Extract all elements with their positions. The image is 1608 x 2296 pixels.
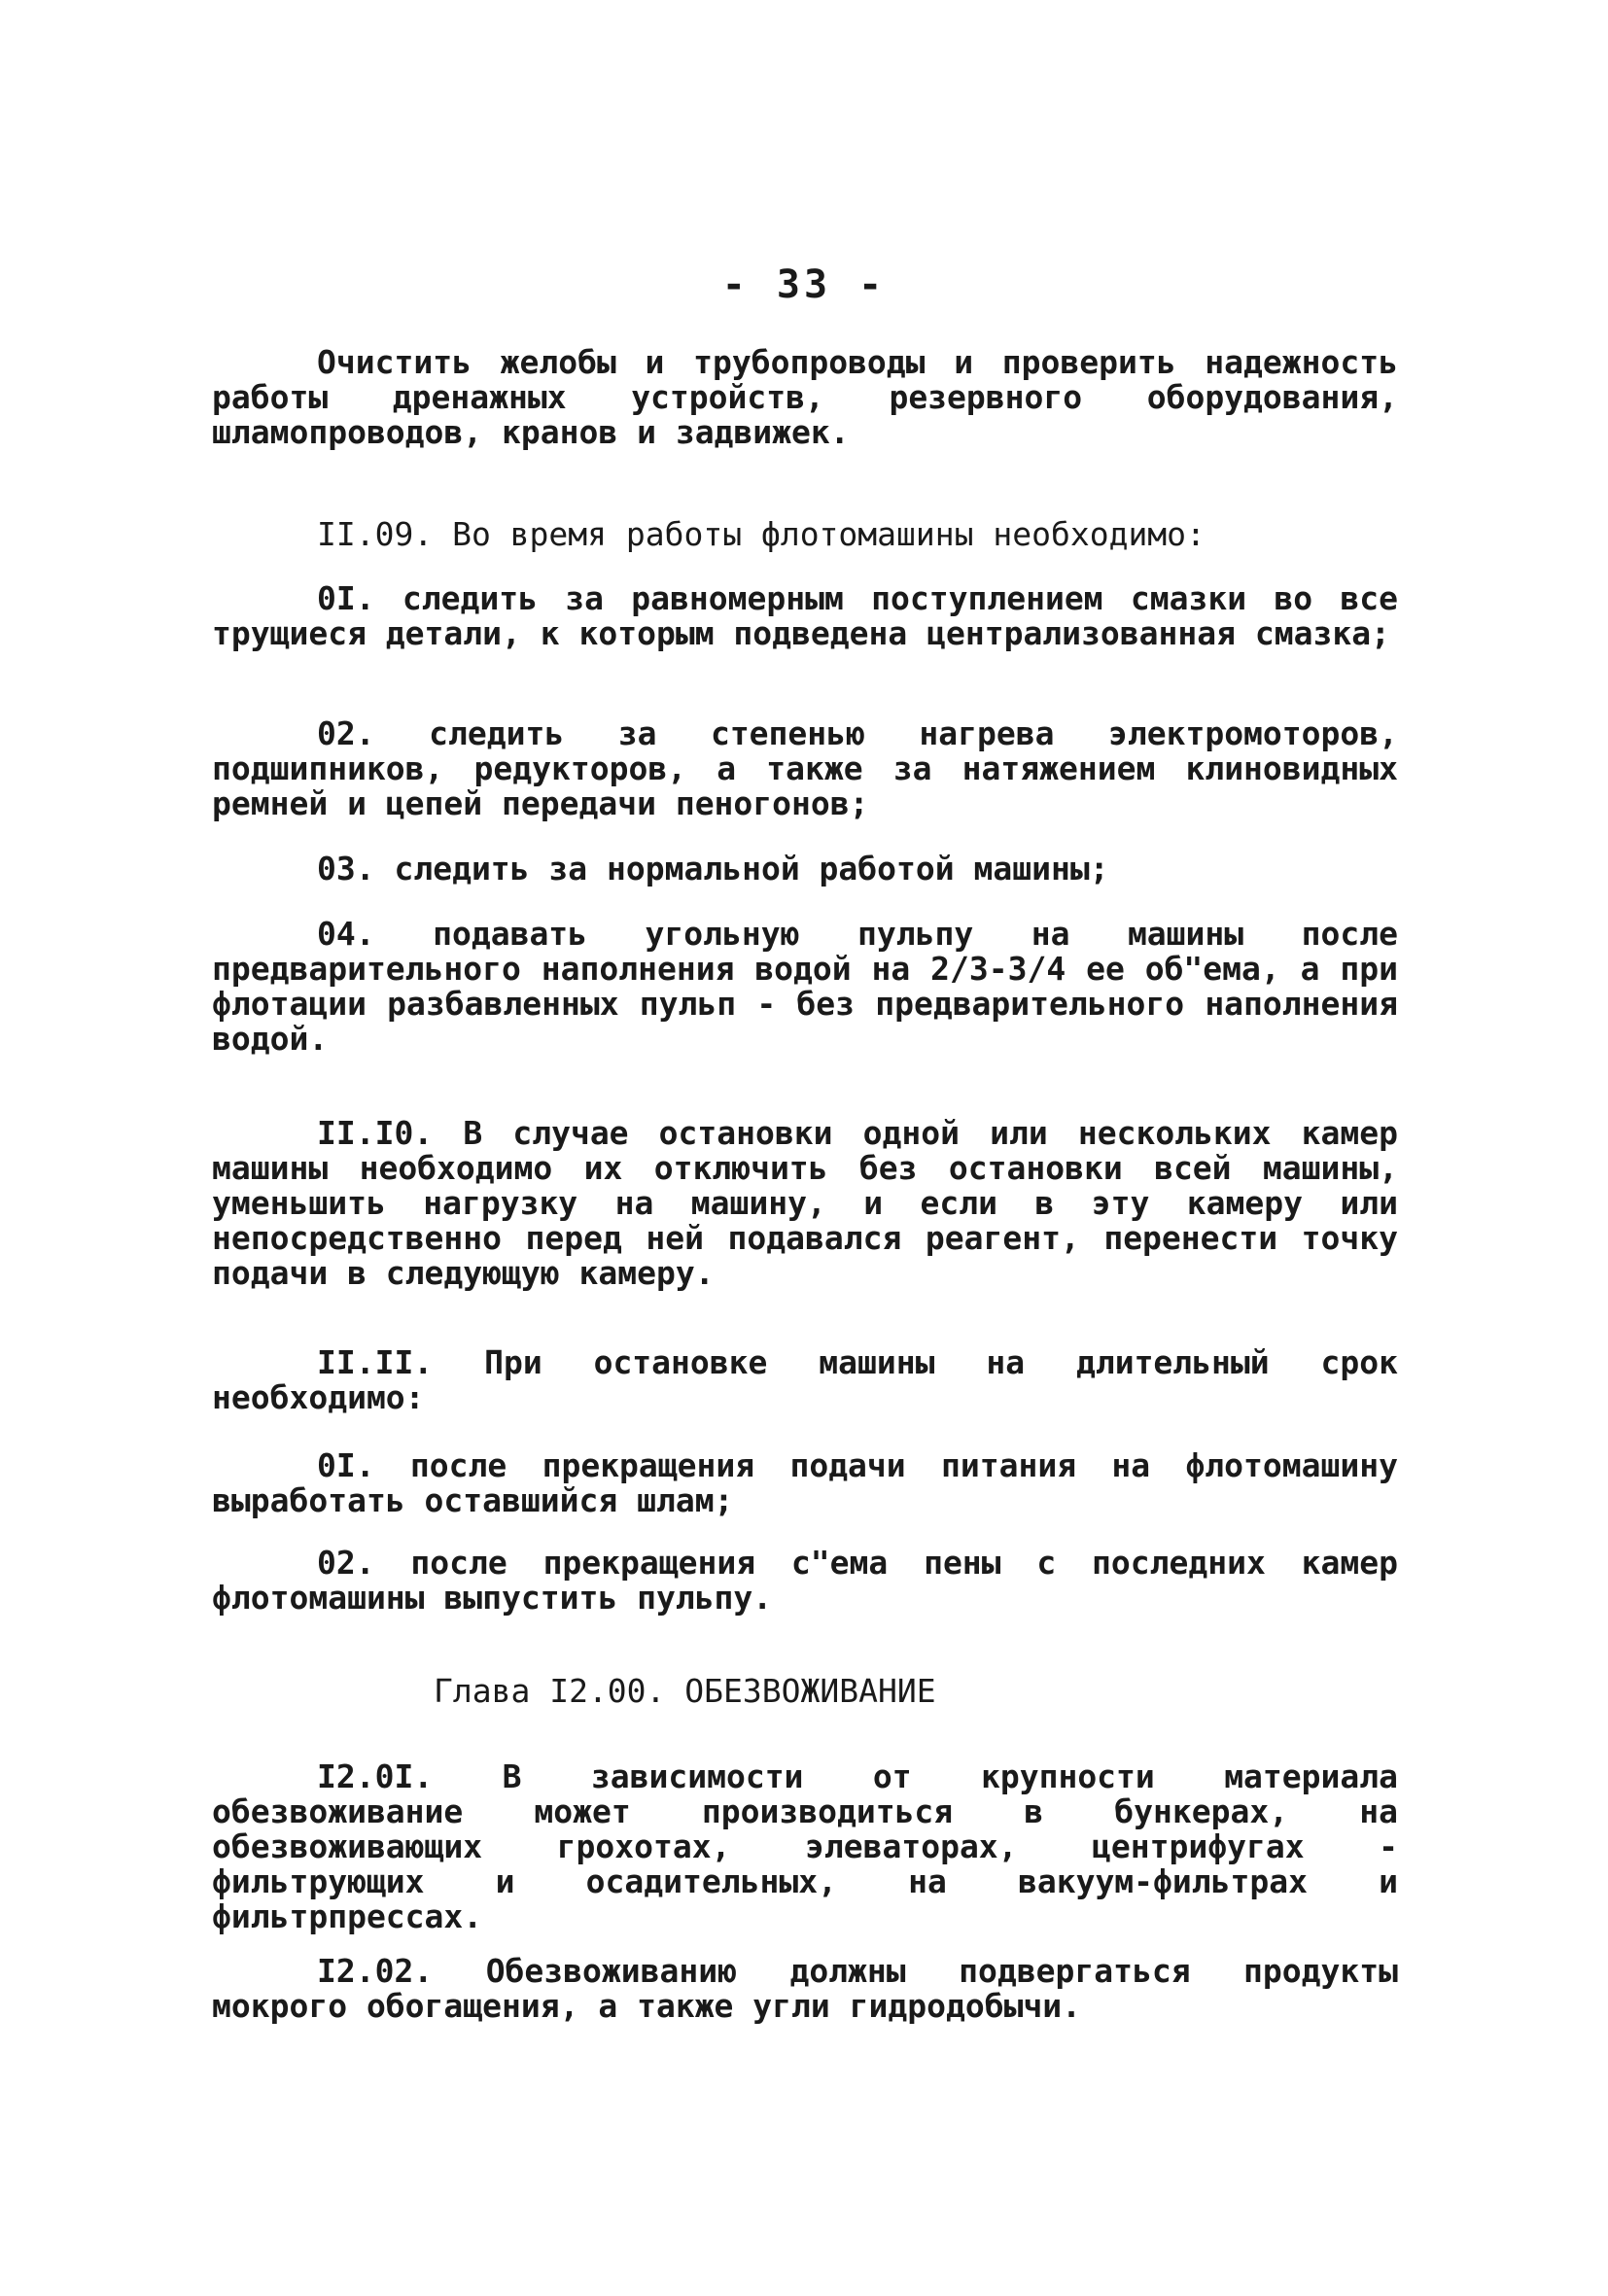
list-item-11-09-01: 0I. следить за равномерным поступлением смазки во все трущиеся детали, к которым подведена централизованная смазка; bbox=[212, 579, 1398, 652]
list-item-11-11-01: 0I. после прекращения подачи питания на флотомашину выработать оставшийся шлам; bbox=[212, 1446, 1398, 1519]
paragraph-12-01: I2.0I. В зависимости от крупности материала обезвоживание может производиться в бункерах, на обезвоживающих грохотах, элеваторах, центрифугах - фильтрующих и осадительных, на вакуум-фильтрах и фильтрпрессах. bbox=[212, 1757, 1398, 1935]
section-heading-11-09: II.09. Во время работы флотомашины необходимо: bbox=[317, 515, 1206, 553]
paragraph-cleaning: Очистить желобы и трубопроводы и проверить надежность работы дренажных устройств, резервного оборудования, шламопроводов, кранов и задвижек. bbox=[212, 343, 1398, 451]
paragraph-11-11: II.II. При остановке машины на длительный срок необходимо: bbox=[212, 1343, 1398, 1416]
paragraph-11-10: II.I0. В случае остановки одной или нескольких камер машины необходимо их отключить без остановки всей машины, уменьшить нагрузку на машину, и если в эту камеру или непосредственно перед ней подавался реагент, перенести точку подачи в следующую камеру. bbox=[212, 1114, 1398, 1292]
chapter-heading: Глава I2.00. ОБЕЗВОЖИВАНИЕ bbox=[434, 1672, 936, 1710]
page-number: - 33 - bbox=[721, 262, 887, 307]
list-item-11-09-03: 03. следить за нормальной работой машины; bbox=[317, 850, 1109, 887]
list-item-11-09-04: 04. подавать угольную пульпу на машины после предварительного наполнения водой на 2/3-3/4 ее об"ема, а при флотации разбавленных пульп - без предварительного наполнения водой. bbox=[212, 915, 1398, 1058]
list-item-11-11-02: 02. после прекращения с"ема пены с последних камер флотомашины выпустить пульпу. bbox=[212, 1544, 1398, 1617]
paragraph-12-02: I2.02. Обезвоживанию должны подвергаться продукты мокрого обогащения, а также угли гидродобычи. bbox=[212, 1952, 1398, 2025]
list-item-11-09-02: 02. следить за степенью нагрева электромоторов, подшипников, редукторов, а также за натяжением клиновидных ремней и цепей передачи пеногонов; bbox=[212, 714, 1398, 822]
